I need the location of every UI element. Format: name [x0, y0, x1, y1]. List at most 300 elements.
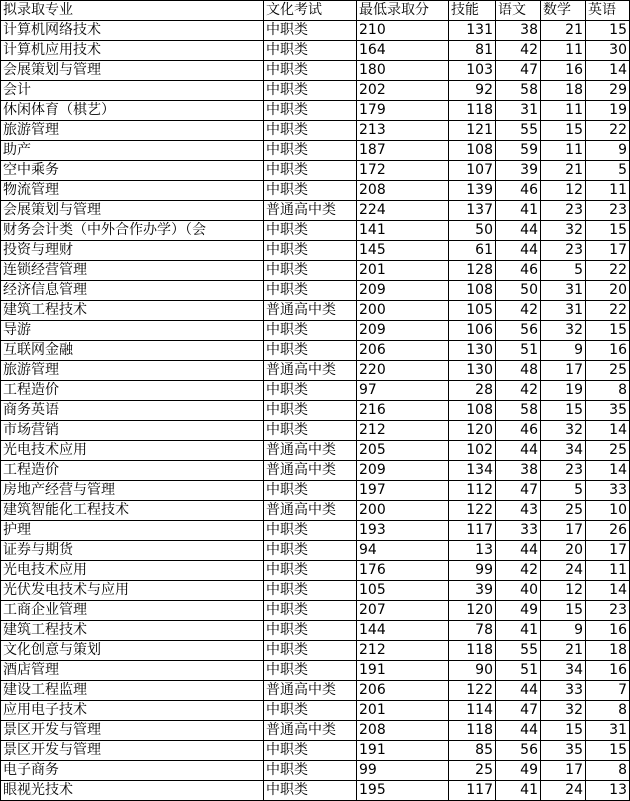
cell-math: 32 — [541, 701, 586, 721]
cell-english: 8 — [586, 381, 630, 401]
cell-min-score: 207 — [357, 601, 449, 621]
table-row — [1, 421, 630, 441]
cell-major: 财务会计类（中外合作办学）（会 — [1, 221, 264, 241]
cell-skill: 139 — [449, 181, 496, 201]
cell-math: 24 — [541, 561, 586, 581]
cell-math: 31 — [541, 281, 586, 301]
cell-min-score: 212 — [357, 641, 449, 661]
cell-exam-type: 中职类 — [264, 41, 357, 61]
cell-chinese: 46 — [496, 421, 541, 441]
cell-major: 工商企业管理 — [1, 601, 264, 621]
cell-major: 光电技术应用 — [1, 561, 264, 581]
cell-skill: 90 — [449, 661, 496, 681]
cell-chinese: 44 — [496, 221, 541, 241]
cell-min-score: 99 — [357, 761, 449, 781]
cell-skill: 122 — [449, 681, 496, 701]
cell-chinese: 42 — [496, 561, 541, 581]
cell-english: 13 — [586, 781, 630, 801]
cell-english: 16 — [586, 661, 630, 681]
cell-math: 34 — [541, 661, 586, 681]
cell-min-score: 200 — [357, 301, 449, 321]
cell-skill: 78 — [449, 621, 496, 641]
cell-exam-type: 中职类 — [264, 261, 357, 281]
cell-math: 23 — [541, 241, 586, 261]
table-row — [1, 501, 630, 521]
cell-skill: 25 — [449, 761, 496, 781]
cell-major: 经济信息管理 — [1, 281, 264, 301]
cell-major: 旅游管理 — [1, 361, 264, 381]
cell-min-score: 180 — [357, 61, 449, 81]
cell-chinese: 42 — [496, 381, 541, 401]
table-row — [1, 101, 630, 121]
cell-min-score: 209 — [357, 321, 449, 341]
cell-skill: 118 — [449, 641, 496, 661]
cell-math: 23 — [541, 461, 586, 481]
cell-exam-type: 普通高中类 — [264, 501, 357, 521]
cell-major: 建筑工程技术 — [1, 621, 264, 641]
cell-major: 建筑工程技术 — [1, 301, 264, 321]
cell-min-score: 187 — [357, 141, 449, 161]
table-row — [1, 381, 630, 401]
table-row — [1, 481, 630, 501]
cell-min-score: 212 — [357, 421, 449, 441]
cell-skill: 81 — [449, 41, 496, 61]
table-row — [1, 81, 630, 101]
cell-english: 14 — [586, 461, 630, 481]
cell-exam-type: 中职类 — [264, 601, 357, 621]
table-row — [1, 201, 630, 221]
cell-english: 10 — [586, 501, 630, 521]
table-row — [1, 321, 630, 341]
cell-chinese: 46 — [496, 261, 541, 281]
table-row — [1, 121, 630, 141]
cell-major: 计算机网络技术 — [1, 21, 264, 41]
cell-english: 20 — [586, 281, 630, 301]
cell-skill: 120 — [449, 601, 496, 621]
cell-math: 9 — [541, 621, 586, 641]
cell-english: 16 — [586, 621, 630, 641]
cell-english: 11 — [586, 181, 630, 201]
cell-chinese: 49 — [496, 761, 541, 781]
cell-chinese: 55 — [496, 121, 541, 141]
cell-exam-type: 中职类 — [264, 81, 357, 101]
cell-min-score: 197 — [357, 481, 449, 501]
cell-min-score: 141 — [357, 221, 449, 241]
cell-exam-type: 中职类 — [264, 521, 357, 541]
cell-skill: 122 — [449, 501, 496, 521]
cell-math: 33 — [541, 681, 586, 701]
cell-exam-type: 中职类 — [264, 281, 357, 301]
cell-major: 景区开发与管理 — [1, 721, 264, 741]
cell-min-score: 105 — [357, 581, 449, 601]
cell-skill: 13 — [449, 541, 496, 561]
cell-min-score: 94 — [357, 541, 449, 561]
cell-exam-type: 中职类 — [264, 241, 357, 261]
cell-exam-type: 中职类 — [264, 641, 357, 661]
cell-major: 房地产经营与管理 — [1, 481, 264, 501]
cell-min-score: 210 — [357, 21, 449, 41]
cell-skill: 107 — [449, 161, 496, 181]
cell-skill: 92 — [449, 81, 496, 101]
cell-min-score: 208 — [357, 721, 449, 741]
cell-skill: 131 — [449, 21, 496, 41]
cell-math: 18 — [541, 81, 586, 101]
cell-skill: 102 — [449, 441, 496, 461]
cell-english: 8 — [586, 761, 630, 781]
cell-exam-type: 中职类 — [264, 541, 357, 561]
cell-chinese: 49 — [496, 601, 541, 621]
cell-english: 15 — [586, 221, 630, 241]
cell-min-score: 176 — [357, 561, 449, 581]
cell-major: 光伏发电技术与应用 — [1, 581, 264, 601]
table-row — [1, 221, 630, 241]
table-row — [1, 561, 630, 581]
table-row — [1, 61, 630, 81]
cell-major: 电子商务 — [1, 761, 264, 781]
cell-chinese: 41 — [496, 781, 541, 801]
table-row — [1, 21, 630, 41]
table-row — [1, 721, 630, 741]
cell-english: 15 — [586, 741, 630, 761]
cell-chinese: 40 — [496, 581, 541, 601]
cell-skill: 39 — [449, 581, 496, 601]
table-row — [1, 361, 630, 381]
cell-english: 25 — [586, 361, 630, 381]
table-row — [1, 161, 630, 181]
cell-chinese: 46 — [496, 181, 541, 201]
cell-min-score: 224 — [357, 201, 449, 221]
cell-math: 5 — [541, 481, 586, 501]
cell-major: 空中乘务 — [1, 161, 264, 181]
cell-exam-type: 中职类 — [264, 181, 357, 201]
cell-english: 17 — [586, 541, 630, 561]
cell-exam-type: 中职类 — [264, 781, 357, 801]
cell-english: 14 — [586, 581, 630, 601]
table-row — [1, 181, 630, 201]
cell-exam-type: 中职类 — [264, 741, 357, 761]
cell-major: 计算机应用技术 — [1, 41, 264, 61]
table-row — [1, 681, 630, 701]
cell-chinese: 47 — [496, 701, 541, 721]
cell-skill: 85 — [449, 741, 496, 761]
header-exam-type: 文化考试 — [264, 1, 357, 21]
cell-english: 5 — [586, 161, 630, 181]
cell-min-score: 213 — [357, 121, 449, 141]
cell-chinese: 44 — [496, 541, 541, 561]
cell-min-score: 220 — [357, 361, 449, 381]
cell-min-score: 209 — [357, 461, 449, 481]
table-row — [1, 301, 630, 321]
table-row — [1, 781, 630, 801]
cell-math: 15 — [541, 601, 586, 621]
cell-math: 17 — [541, 521, 586, 541]
cell-exam-type: 中职类 — [264, 421, 357, 441]
table-body — [1, 21, 630, 801]
cell-chinese: 38 — [496, 21, 541, 41]
cell-english: 23 — [586, 601, 630, 621]
cell-major: 光电技术应用 — [1, 441, 264, 461]
cell-math: 17 — [541, 761, 586, 781]
cell-english: 11 — [586, 561, 630, 581]
cell-english: 22 — [586, 261, 630, 281]
cell-min-score: 179 — [357, 101, 449, 121]
cell-english: 15 — [586, 321, 630, 341]
cell-major: 建设工程监理 — [1, 681, 264, 701]
cell-english: 26 — [586, 521, 630, 541]
cell-skill: 130 — [449, 341, 496, 361]
cell-exam-type: 中职类 — [264, 401, 357, 421]
header-row — [1, 1, 630, 21]
cell-english: 30 — [586, 41, 630, 61]
cell-math: 23 — [541, 201, 586, 221]
cell-math: 12 — [541, 581, 586, 601]
cell-skill: 130 — [449, 361, 496, 381]
cell-skill: 28 — [449, 381, 496, 401]
table-row — [1, 601, 630, 621]
cell-exam-type: 中职类 — [264, 21, 357, 41]
cell-exam-type: 普通高中类 — [264, 681, 357, 701]
cell-skill: 108 — [449, 141, 496, 161]
cell-exam-type: 中职类 — [264, 381, 357, 401]
cell-english: 17 — [586, 241, 630, 261]
cell-min-score: 193 — [357, 521, 449, 541]
cell-skill: 106 — [449, 321, 496, 341]
cell-chinese: 58 — [496, 81, 541, 101]
cell-exam-type: 普通高中类 — [264, 201, 357, 221]
cell-skill: 118 — [449, 721, 496, 741]
cell-skill: 108 — [449, 281, 496, 301]
cell-exam-type: 普通高中类 — [264, 301, 357, 321]
cell-math: 35 — [541, 741, 586, 761]
cell-chinese: 56 — [496, 321, 541, 341]
cell-exam-type: 中职类 — [264, 761, 357, 781]
cell-math: 19 — [541, 381, 586, 401]
cell-min-score: 202 — [357, 81, 449, 101]
cell-major: 工程造价 — [1, 461, 264, 481]
cell-major: 会计 — [1, 81, 264, 101]
table-row — [1, 761, 630, 781]
cell-min-score: 145 — [357, 241, 449, 261]
cell-exam-type: 中职类 — [264, 561, 357, 581]
cell-english: 14 — [586, 421, 630, 441]
cell-math: 15 — [541, 121, 586, 141]
cell-chinese: 48 — [496, 361, 541, 381]
cell-major: 工程造价 — [1, 381, 264, 401]
cell-chinese: 50 — [496, 281, 541, 301]
cell-chinese: 51 — [496, 341, 541, 361]
cell-min-score: 205 — [357, 441, 449, 461]
cell-english: 7 — [586, 681, 630, 701]
cell-major: 市场营销 — [1, 421, 264, 441]
cell-skill: 114 — [449, 701, 496, 721]
cell-exam-type: 中职类 — [264, 161, 357, 181]
cell-major: 景区开发与管理 — [1, 741, 264, 761]
cell-math: 20 — [541, 541, 586, 561]
cell-skill: 105 — [449, 301, 496, 321]
cell-math: 32 — [541, 421, 586, 441]
cell-math: 11 — [541, 141, 586, 161]
cell-min-score: 216 — [357, 401, 449, 421]
cell-min-score: 195 — [357, 781, 449, 801]
cell-english: 22 — [586, 121, 630, 141]
cell-min-score: 201 — [357, 261, 449, 281]
cell-chinese: 44 — [496, 241, 541, 261]
cell-exam-type: 中职类 — [264, 121, 357, 141]
cell-major: 连锁经营管理 — [1, 261, 264, 281]
table-row — [1, 661, 630, 681]
cell-chinese: 41 — [496, 201, 541, 221]
table-row — [1, 241, 630, 261]
header-math: 数学 — [541, 1, 586, 21]
cell-major: 建筑智能化工程技术 — [1, 501, 264, 521]
cell-math: 32 — [541, 321, 586, 341]
cell-min-score: 191 — [357, 661, 449, 681]
cell-major: 互联网金融 — [1, 341, 264, 361]
header-english: 英语 — [586, 1, 630, 21]
cell-chinese: 41 — [496, 621, 541, 641]
cell-skill: 50 — [449, 221, 496, 241]
cell-chinese: 59 — [496, 141, 541, 161]
cell-major: 证券与期货 — [1, 541, 264, 561]
cell-math: 32 — [541, 221, 586, 241]
cell-major: 应用电子技术 — [1, 701, 264, 721]
cell-skill: 120 — [449, 421, 496, 441]
cell-skill: 128 — [449, 261, 496, 281]
cell-english: 23 — [586, 201, 630, 221]
cell-math: 11 — [541, 101, 586, 121]
cell-english: 22 — [586, 301, 630, 321]
cell-major: 护理 — [1, 521, 264, 541]
cell-major: 导游 — [1, 321, 264, 341]
cell-chinese: 51 — [496, 661, 541, 681]
cell-skill: 117 — [449, 521, 496, 541]
cell-skill: 137 — [449, 201, 496, 221]
cell-math: 15 — [541, 721, 586, 741]
cell-exam-type: 普通高中类 — [264, 361, 357, 381]
cell-english: 25 — [586, 441, 630, 461]
cell-english: 14 — [586, 61, 630, 81]
cell-major: 会展策划与管理 — [1, 61, 264, 81]
cell-english: 29 — [586, 81, 630, 101]
cell-chinese: 43 — [496, 501, 541, 521]
cell-skill: 117 — [449, 781, 496, 801]
cell-english: 9 — [586, 141, 630, 161]
cell-min-score: 97 — [357, 381, 449, 401]
cell-min-score: 206 — [357, 681, 449, 701]
cell-major: 会展策划与管理 — [1, 201, 264, 221]
table-row — [1, 641, 630, 661]
cell-math: 9 — [541, 341, 586, 361]
table-row — [1, 141, 630, 161]
cell-exam-type: 中职类 — [264, 141, 357, 161]
cell-english: 31 — [586, 721, 630, 741]
cell-major: 酒店管理 — [1, 661, 264, 681]
cell-english: 8 — [586, 701, 630, 721]
cell-exam-type: 中职类 — [264, 341, 357, 361]
cell-math: 12 — [541, 181, 586, 201]
cell-chinese: 42 — [496, 301, 541, 321]
cell-min-score: 191 — [357, 741, 449, 761]
cell-skill: 103 — [449, 61, 496, 81]
cell-min-score: 209 — [357, 281, 449, 301]
cell-chinese: 42 — [496, 41, 541, 61]
cell-english: 15 — [586, 21, 630, 41]
cell-chinese: 38 — [496, 461, 541, 481]
cell-exam-type: 中职类 — [264, 661, 357, 681]
cell-chinese: 44 — [496, 441, 541, 461]
cell-math: 31 — [541, 301, 586, 321]
cell-math: 5 — [541, 261, 586, 281]
cell-english: 35 — [586, 401, 630, 421]
cell-english: 18 — [586, 641, 630, 661]
cell-major: 文化创意与策划 — [1, 641, 264, 661]
table-row — [1, 741, 630, 761]
header-chinese: 语文 — [496, 1, 541, 21]
cell-exam-type: 中职类 — [264, 581, 357, 601]
cell-exam-type: 中职类 — [264, 221, 357, 241]
cell-skill: 134 — [449, 461, 496, 481]
cell-chinese: 47 — [496, 481, 541, 501]
cell-skill: 112 — [449, 481, 496, 501]
cell-min-score: 208 — [357, 181, 449, 201]
cell-major: 助产 — [1, 141, 264, 161]
cell-math: 11 — [541, 41, 586, 61]
table-row — [1, 541, 630, 561]
cell-exam-type: 中职类 — [264, 621, 357, 641]
cell-exam-type: 中职类 — [264, 481, 357, 501]
cell-math: 16 — [541, 61, 586, 81]
cell-math: 24 — [541, 781, 586, 801]
table-row — [1, 621, 630, 641]
cell-exam-type: 普通高中类 — [264, 721, 357, 741]
cell-chinese: 44 — [496, 721, 541, 741]
cell-math: 21 — [541, 641, 586, 661]
cell-math: 25 — [541, 501, 586, 521]
cell-skill: 99 — [449, 561, 496, 581]
cell-chinese: 31 — [496, 101, 541, 121]
cell-math: 34 — [541, 441, 586, 461]
cell-min-score: 206 — [357, 341, 449, 361]
table-row — [1, 701, 630, 721]
cell-skill: 121 — [449, 121, 496, 141]
table-row — [1, 281, 630, 301]
cell-major: 休闲体育（棋艺） — [1, 101, 264, 121]
cell-min-score: 172 — [357, 161, 449, 181]
cell-chinese: 44 — [496, 681, 541, 701]
cell-min-score: 164 — [357, 41, 449, 61]
cell-math: 15 — [541, 401, 586, 421]
table-row — [1, 581, 630, 601]
table-row — [1, 461, 630, 481]
cell-major: 物流管理 — [1, 181, 264, 201]
cell-exam-type: 普通高中类 — [264, 461, 357, 481]
cell-min-score: 200 — [357, 501, 449, 521]
header-major: 拟录取专业 — [1, 1, 264, 21]
cell-chinese: 58 — [496, 401, 541, 421]
cell-math: 21 — [541, 161, 586, 181]
table-row — [1, 341, 630, 361]
cell-major: 眼视光技术 — [1, 781, 264, 801]
table-row — [1, 41, 630, 61]
cell-major: 商务英语 — [1, 401, 264, 421]
cell-chinese: 55 — [496, 641, 541, 661]
table-row — [1, 261, 630, 281]
cell-min-score: 144 — [357, 621, 449, 641]
cell-chinese: 39 — [496, 161, 541, 181]
header-min-score: 最低录取分 — [357, 1, 449, 21]
cell-major: 投资与理财 — [1, 241, 264, 261]
cell-exam-type: 中职类 — [264, 701, 357, 721]
